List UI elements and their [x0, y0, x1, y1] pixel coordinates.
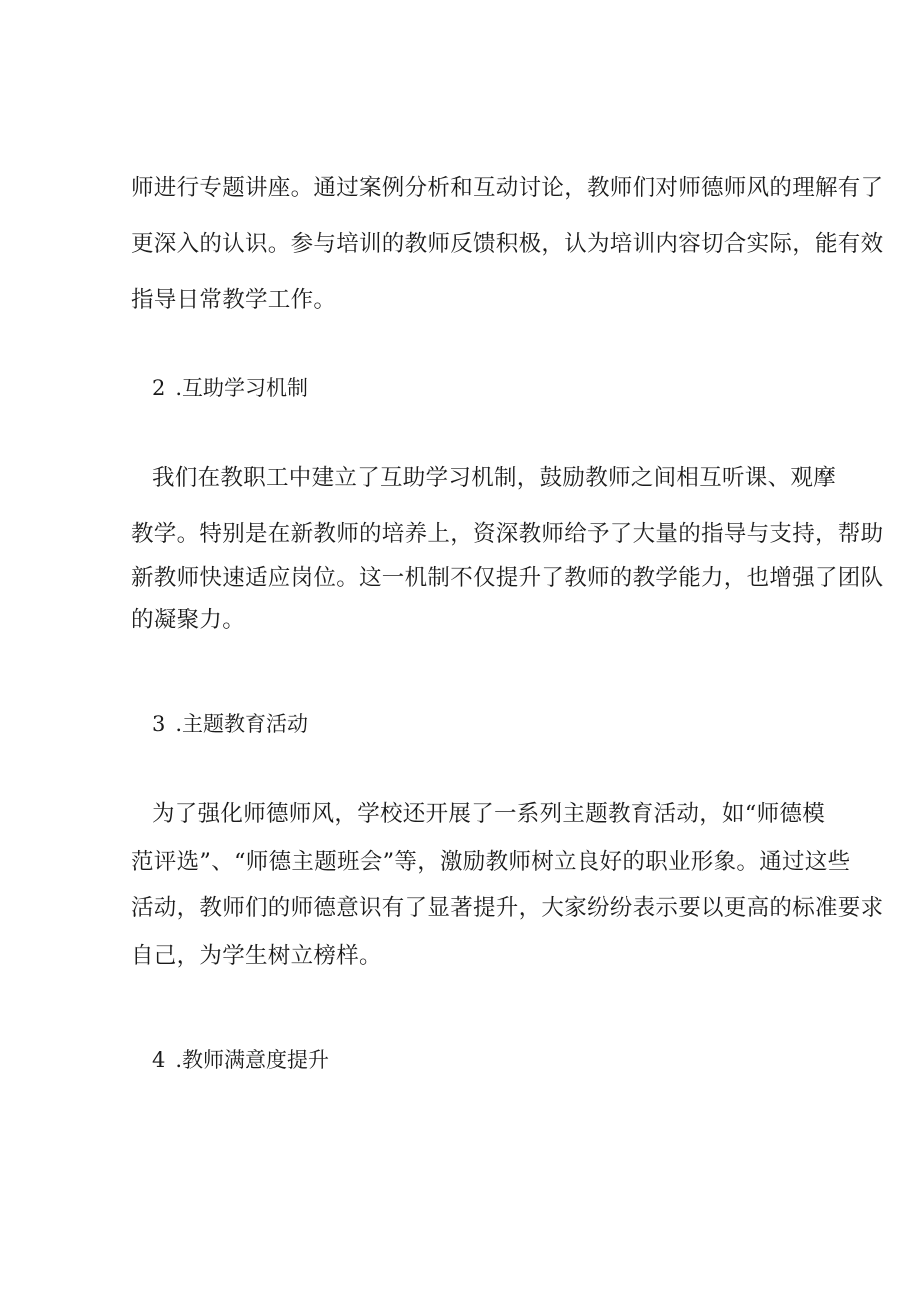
section-2-line-2: 教学。特别是在新教师的培养上，资深教师给予了大量的指导与支持，帮助: [131, 521, 884, 547]
section-2-heading: [152, 374, 308, 402]
section-2-line-1: 我们在教职工中建立了互助学习机制，鼓励教师之间相互听课、观摩: [152, 465, 837, 491]
section-2-number: 2: [152, 376, 166, 400]
section-2-line-3: 新教师快速适应岗位。这一机制不仅提升了教师的教学能力，也增强了团队: [131, 565, 884, 591]
section-3-line-4: 自己，为学生树立榜样。: [131, 943, 382, 969]
section-3-line-3: 活动，教师们的师德意识有了显著提升，大家纷纷表示要以更高的标准要求: [131, 895, 884, 921]
paragraph-intro-line-3: 指导日常教学工作。: [131, 287, 337, 313]
section-4-number: 4: [152, 1048, 166, 1072]
section-4-title: .教师满意度提升: [175, 1048, 330, 1072]
section-3-line-1: 为了强化师德师风，学校还开展了一系列主题教育活动，如“师德模: [152, 801, 826, 827]
paragraph-intro-line-1: 师进行专题讲座。通过案例分析和互动讨论，教师们对师德师风的理解有了: [131, 175, 884, 201]
section-3-number: 3: [152, 712, 166, 736]
section-4-heading: [152, 1046, 329, 1074]
section-3-title: .主题教育活动: [175, 712, 309, 736]
section-3-line-2: 范评选”、“师德主题班会”等，激励教师树立良好的职业形象。通过这些: [131, 849, 851, 875]
paragraph-intro-line-2: 更深入的认识。参与培训的教师反馈积极，认为培训内容切合实际，能有效: [131, 231, 884, 257]
section-3-heading: [152, 710, 308, 738]
section-2-title: .互助学习机制: [175, 376, 309, 400]
section-2-line-4: 的凝聚力。: [131, 607, 246, 633]
